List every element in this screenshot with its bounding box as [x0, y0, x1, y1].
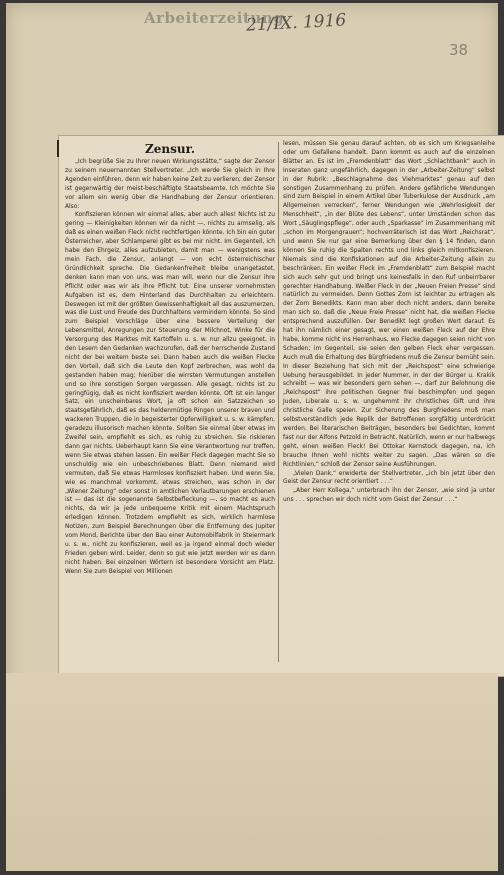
paragraph: „Aber Herr Kollega,“ unterbrach ihn der Zensor, „wie sind ja unter uns . . . sprechen wir doch nicht vom Geist der Zensur . . .“	[283, 488, 495, 504]
paragraph: „Ich begrüße Sie zu Ihrer neuen Wirkungsstätte,“ sagte der Zensor zu seinem neuernannten Stellvertreter. „Ich werde Sie gleich in Ihre Agenden einführen, denn wir haben keine Zeit zu verlieren; der Zensor ist gegenwärtig der meist-beschäftigte Staatsbeamte. Ich möchte Sie vor allem ein wenig über die Handhabung der Zensur orientieren. Also:	[65, 159, 275, 210]
paragraph: Konfiszieren können wir einmal alles, aber auch alles! Nichts ist zu gering — Kleinigkeiten können wir da nicht —, nichts zu armselig, als daß es einen weißen Fleck nicht rechtfertigen könnte. Ich bin ein guter Österreicher, aber Schlamperei gibt es bei mir nicht. Im Gegenteil, ich habe den Ehrgeiz, alles aufzubieten, damit man — wenigstens was mein Fach, die Zensur, anlangt — von echt österreichischer Gründlichkeit spreche. Die Gedankenfreiheit bleibe unangetastet, denken kann man von uns, was man will, wenn nur die Zensur ihre Pflicht oder was wir als ihre Pflicht tut. Eine unserer vornehmsten Aufgaben ist es, dem Hinterland das Durchhalten zu erleichtern. Deswegen ist mit der größten Gewissenhaftigkeit all das auszumerzen, was die Lust und Freude des Durchhaltens vermindern könnte. So sind zum Beispiel Vorschläge über eine bessere Verteilung der Lebensmittel, Anregungen zur Steuerung der Milchnot, Winke für die Versorgung des Marktes mit Kartoffeln u. s. w. nur allzu geeignet, in den Lesern den Gedanken wachzurufen, daß der herrschende Zustand nicht der bei weitem beste sei. Dann haben auch die weißen Flecke den Vorteil, daß sich die Leute den Kopf zerbrechen, was wohl da gestanden haben mag; hierüber die wirrsten Vermutungen anstellen und so ihre sonstigen Sorgen vergessen. Alle gesagt, nichts ist zu geringfügig, daß es nicht konfisziert werden könnte. Oft ist ein langer Satz, ein unscheinbares Wort, ja oft schon ein Satzzeichen so staatsgefährlich, daß es das heldenmütige Ringen unserer braven und wackeren Truppen, die in begeisterter Opferwilligkeit u. s. w. kämpfen, geradezu illusorisch machen könnte. Sollten Sie einmal über etwas im Zweifel sein, empfiehlt es sich, es ruhig zu streichen. Sie riskieren dann gar nichts. Ueberhaupt kann Sie eine Verantwortung nur treffen, wenn Sie etwas stehen lassen. Ein weißer Fleck dagegen macht Sie so unschuldig wie ein unbeschriebenes Blatt. Denn niemand wird vermuten, daß Sie etwas Harmloses konfisziert haben. Und wenn Sie, wie es manchmal vorkommt, etwas streichen, was schon in der „Wiener Zeitung“ oder sonst in amtlichen Verlautbarungen erschienen ist — das ist die sogenannte Selbstbefleckung —, so macht es auch nichts, da wir ja jede unbequeme Kritik mit einem Machtspruch erledigen können. Trotzdem empfiehlt es sich, wirklich harmlose Notizen, zum Beispiel Berechnungen über die Entfernung des Jupiter vom Mond, Berichte über den Bau einer Automobilfabrik in Steiermark u. s. w., nicht zu konfiszieren, weil es ja irgend einmal doch wieder Frieden geben wird. Leider, denn so gut wie jetzt werden wir es dann nicht haben. Bei einzelnen Wörtern ist besondere Vorsicht am Platz. Wenn Sie zum Beispiel von Millionen	[65, 212, 275, 575]
newspaper-clipping	[58, 135, 504, 677]
paragraph: „Vielen Dank,“ erwiderte der Stellvertreter, „ich bin jetzt über den Geist der Zensur recht orientiert . . .“	[283, 470, 495, 486]
article-headline: Zensur.	[145, 142, 195, 156]
paragraph: lesen, müssen Sie genau darauf achten, ob es sich um Kriegsanleihe oder um Gefallene handelt. Dann kommt es auch auf die einzelnen Blätter an. Es ist im „Fremdenblatt“ das Wort „Schlachtbank“ auch in Inseraten ganz ungefährlich, dagegen in der „Arbeiter-Zeitung“ selbst in der Rubrik: „Beschlagnahme des Viehmarktes“ genau auf den sonstigen Zusammenhang zu prüfen. Andere gefährliche Wendungen sind zum Beispiel in einem Artikel über Tuberkulose der Ausdruck „am Allgemeinen verrecken“, ferner Wendungen wie „Wehrlosigkeit der Menschheit“, „in der Blüte des Lebens“, unter Umständen schon das Wort „Säuglingspflege“, oder auch „Sparkasse“ im Zusammenhang mit „schon im Morgengrauen“; hochverräterisch ist das Wort „Reichsrat“, und wenn Sie nur gar eine Bemerkung über den § 14 finden, dann können Sie ruhig die Spalten rechts und links gleich mitkonfiszieren. Niemals sind die Konfiskationen auf die Arbeiter-Zeitung allein zu beschränken. Ein weißer Fleck im „Fremdenblatt“ zum Beispiel macht sich auch sehr gut und bringt uns keinesfalls in den Ruf unbeirrbarer gerechter Handhabung. Weißer Fleck in der „Neuen Freien Presse“ sind natürlich zu vermeiden. Denn Gottes Zorn ist leichter zu ertragen als der Zorn Benedikts. Kann man aber doch nicht anders, dann bereite man sich so, daß die „Neue Freie Presse“ nicht hat, die weißen Flecke entsprechend auszufüllen. Der Benedikt legt großen Wert darauf. Es hat ihn nämlich einer gesagt, wer einen weißen Fleck auf der Ehre habe, komme nicht ins Herrenhaus, wo Flecke dagegen seien nicht von Schaden; im Gegenteil, sie seien den gelben Fleck eher vergessen. Auch muß die Erhaltung des Bürgfriedens muß die Zensur bemüht sein. In dieser Beziehung hat sich mit der „Reichspost“ eine schwierige Uebung herausgebildet. In jeder Nummer, in der der Bürger u. Krakik schreibt — was wir besonders gern sehen —, darf zur Belohnung die „Reichspost“ ihre politischen Gegner frei beschimpfen und gegen Juden, Liberale u. s. w. ungehemmt ihr christliches Gift und ihre christliche Galle speien. Zur Sicherung des Burgfriedens muß man selbstverständlich jede Replik der Betroffenen sorgfältig unterdrückt werden. Bei literarischen Beiträgen, besonders bei Gedichten, kommt fast nur der Alfons Petzold in Betracht. Natürlich, wenn er nur halbwegs geht, einen weißen Fleck! Bei Ottokar Kernstock dagegen, na, ich brauche Ihnen wohl nichts weiter zu sagen. „Das wären so die Richtlinien,“ schloß der Zensor seine Ausführungen.	[283, 141, 495, 468]
paper-bottom	[6, 673, 498, 871]
margin-mark	[57, 140, 59, 157]
archive-sheet	[6, 3, 498, 871]
newspaper-stamp: Arbeiterzeitung	[144, 9, 285, 27]
column-left	[65, 140, 275, 577]
page-number: 38	[449, 41, 469, 59]
column-divider	[278, 142, 279, 662]
handwritten-date: 21/IX. 1916	[245, 10, 347, 36]
column-right	[283, 140, 495, 505]
